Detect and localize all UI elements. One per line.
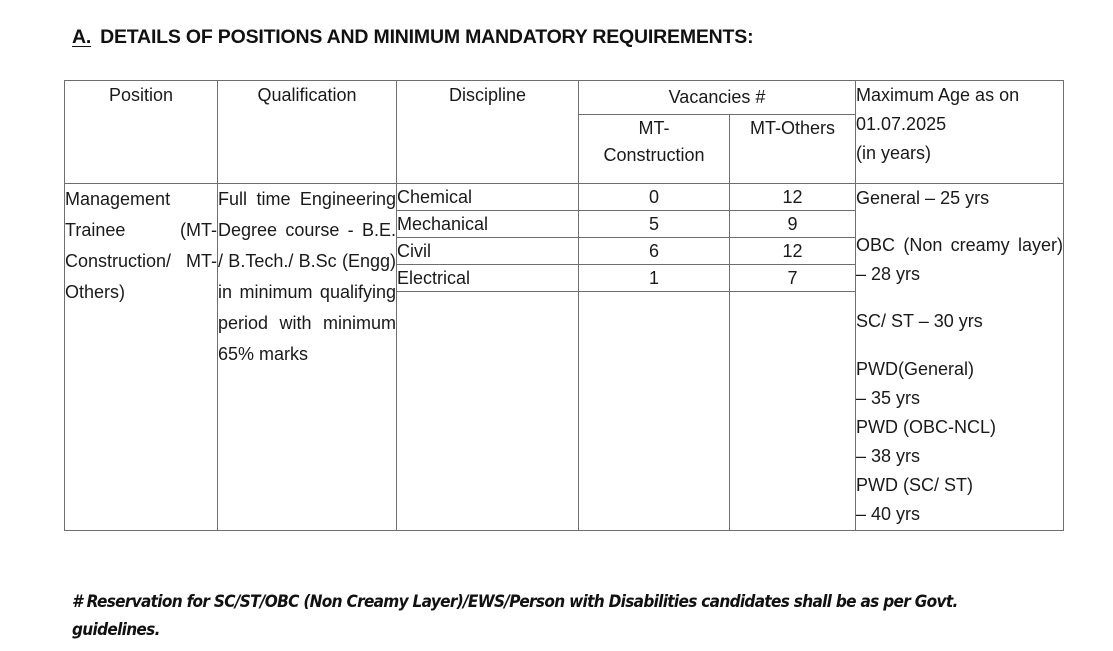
header-vacancies: Vacancies # xyxy=(579,81,856,115)
header-discipline: Discipline xyxy=(397,81,579,184)
cell-mt-others: 12 xyxy=(730,238,856,265)
age-spacer-3 xyxy=(856,337,1063,355)
cell-mt-construction: 5 xyxy=(579,211,730,238)
cell-discipline: Mechanical xyxy=(397,211,579,238)
header-mt-others: MT-Others xyxy=(730,115,856,184)
cell-mt-others-empty xyxy=(730,292,856,530)
header-maximum-age-line3: (in years) xyxy=(856,143,932,164)
header-position: Position xyxy=(65,81,218,184)
age-general: General – 25 yrs xyxy=(856,188,990,208)
cell-position: Management Trainee (MT-Construction/ MT-Others) xyxy=(65,184,218,531)
header-maximum-age xyxy=(856,81,1064,184)
age-pwd-sc-st-line1: PWD (SC/ ST) xyxy=(856,475,974,496)
section-marker: A. xyxy=(72,26,92,48)
age-sc-st: SC/ ST – 30 yrs xyxy=(856,311,983,332)
table-header-row-1 xyxy=(65,81,1064,115)
header-mt-construction-line2: Construction xyxy=(603,145,705,165)
page-title xyxy=(72,26,753,49)
cell-discipline-empty xyxy=(397,292,579,530)
cell-mt-construction: 1 xyxy=(579,265,730,292)
positions-requirements-table xyxy=(64,80,1064,531)
header-mt-construction-line1: MT- xyxy=(638,118,670,138)
age-pwd-sc-st xyxy=(856,471,1063,529)
footnote-reservation: # Reservation for SC/ST/OBC (Non Creamy Layer)/EWS/Person with Disabilities candidates shall be as per Govt. guidelines. xyxy=(72,592,958,640)
age-pwd-general xyxy=(856,355,1063,413)
age-pwd-obc-ncl-line2: – 38 yrs xyxy=(856,446,921,467)
cell-discipline: Civil xyxy=(397,238,579,265)
age-pwd-general-line2: – 35 yrs xyxy=(856,387,921,408)
cell-mt-others: 12 xyxy=(730,184,856,211)
header-maximum-age-line1: Maximum Age as on xyxy=(856,85,1020,105)
age-spacer-1 xyxy=(856,213,1063,231)
age-pwd-sc-st-line2: – 40 yrs xyxy=(856,504,921,525)
age-obc: OBC (Non creamy layer) – 28 yrs xyxy=(856,235,1064,285)
header-qualification: Qualification xyxy=(218,81,397,184)
cell-discipline: Electrical xyxy=(397,265,579,292)
section-title-text: DETAILS OF POSITIONS AND MINIMUM MANDATORY REQUIREMENTS: xyxy=(100,26,754,48)
cell-mt-construction-empty xyxy=(579,292,730,530)
table-row xyxy=(65,184,1064,211)
cell-mt-construction: 6 xyxy=(579,238,730,265)
age-pwd-general-line1: PWD(General) xyxy=(856,358,975,379)
cell-discipline: Chemical xyxy=(397,184,579,211)
header-mt-construction xyxy=(579,115,730,184)
cell-mt-others: 7 xyxy=(730,265,856,292)
cell-mt-construction: 0 xyxy=(579,184,730,211)
age-spacer-2 xyxy=(856,289,1063,307)
cell-qualification: Full time Engineering Degree course - B.E. / B.Tech./ B.Sc (Engg) in minimum qualifying period with minimum 65% marks xyxy=(218,184,397,531)
header-maximum-age-line2: 01.07.2025 xyxy=(856,114,947,135)
cell-mt-others: 9 xyxy=(730,211,856,238)
cell-maximum-age xyxy=(856,184,1064,531)
age-pwd-obc-ncl xyxy=(856,413,1063,471)
age-pwd-obc-ncl-line1: PWD (OBC-NCL) xyxy=(856,416,997,437)
